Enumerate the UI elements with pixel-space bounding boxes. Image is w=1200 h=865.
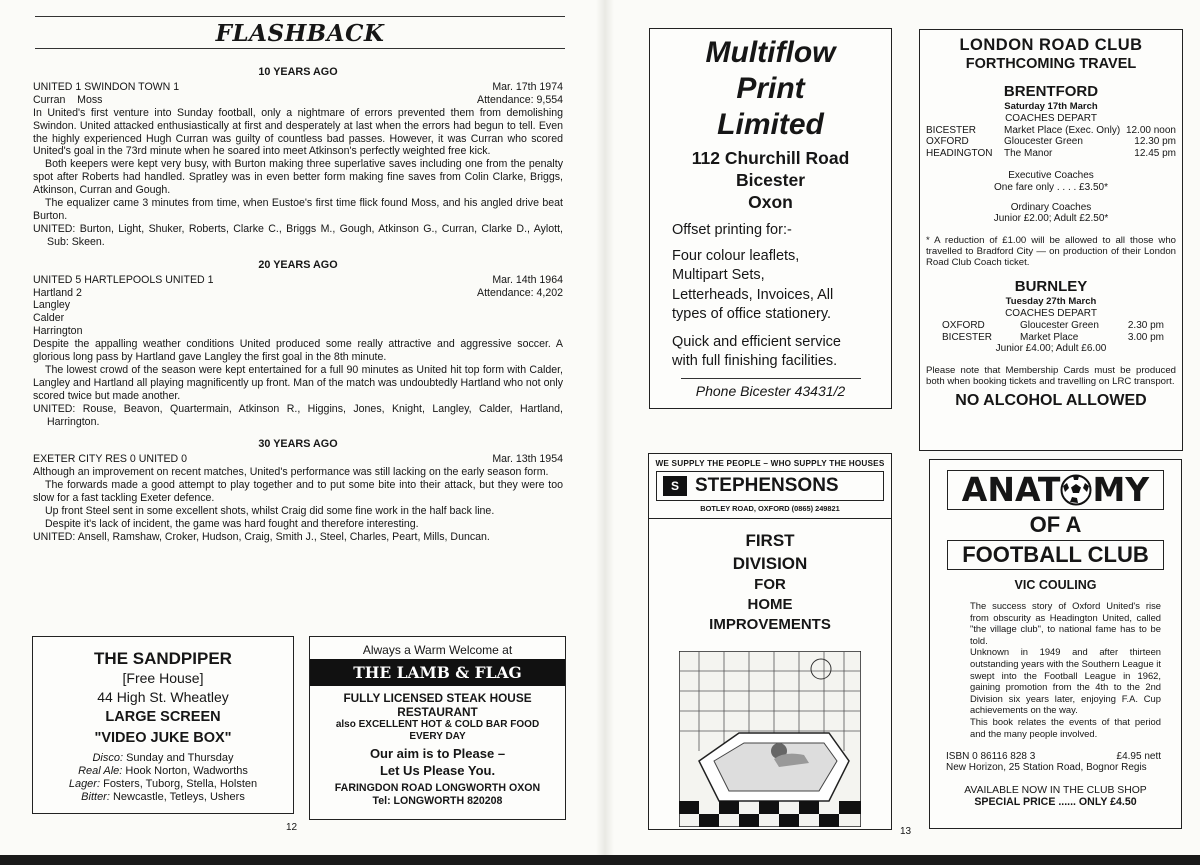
match-result: UNITED 5 HARTLEPOOLS UNITED 1: [33, 273, 214, 286]
book-isbn-row: [930, 739, 1181, 762]
special-price: SPECIAL PRICE ...... ONLY £4.50: [974, 796, 1137, 809]
book-author: VIC COULING: [1014, 578, 1097, 592]
paragraph: Despite it's lack of incident, the game was hard fought and therefore interesting.: [45, 517, 419, 530]
membership-note: Please note that Membership Cards must be produced both when booking tickets and travelling on LRC transport.: [926, 365, 1176, 388]
lamb-slogan: Let Us Please You.: [379, 763, 496, 778]
departure-table: [926, 125, 1176, 160]
lamb-line: EVERY DAY: [409, 731, 466, 742]
multiflow-name: Multiflow Print Limited: [705, 36, 836, 141]
paragraph: Both keepers were kept very busy, with Burton making three superlative saves including one from the penalty spot after Roberts had handled. Spratley was in even better form making fine saves from Colin Clarke, Briggs, Atkinson, Curran and Gough.: [33, 158, 563, 197]
book-price: £4.95 nett: [1116, 751, 1161, 763]
scorer: Langley: [33, 299, 71, 312]
london-road-club-advert: [919, 29, 1183, 451]
sandpiper-advert: [32, 636, 294, 814]
lamb-line: FULLY LICENSED STEAK HOUSE: [343, 691, 532, 705]
lamb-address: FARINGDON ROAD LONGWORTH OXON: [334, 782, 541, 794]
departure-row: [926, 136, 1176, 148]
sandpiper-feature: LARGE SCREEN: [105, 709, 221, 725]
steph-headline: FIRST DIVISION: [732, 531, 808, 573]
steph-logo: [656, 471, 884, 501]
lamb-slogan: Our aim is to Please –: [369, 746, 506, 761]
fare: Junior £4.00; Adult £6.00: [995, 343, 1107, 355]
match-date: Mar. 17th 1974: [492, 80, 563, 93]
trip-date: Tuesday 27th March: [1005, 296, 1097, 308]
match-date: Mar. 14th 1964: [492, 273, 563, 286]
multiflow-address: 112 Churchill Road Bicester Oxon: [691, 148, 850, 212]
departure-town: HEADINGTON: [926, 148, 993, 160]
match-date: Mar. 13th 1954: [492, 453, 563, 466]
scorer-row: [33, 287, 563, 300]
destination: BRENTFORD: [1003, 83, 1099, 100]
no-alcohol-warning: NO ALCOHOL ALLOWED: [955, 392, 1147, 410]
departure-town: BICESTER: [942, 331, 993, 343]
multiflow-phone: Phone Bicester 43431/2: [695, 382, 846, 399]
departure-time: 3.00 pm: [1127, 331, 1164, 343]
section-heading: 20 YEARS AGO: [258, 258, 338, 271]
lamb-line: also EXCELLENT HOT & COLD BAR FOOD: [335, 719, 540, 730]
book-isbn: ISBN 0 86116 828 3: [946, 751, 1036, 763]
match-result: UNITED 1 SWINDON TOWN 1: [33, 80, 180, 93]
departure-row: [942, 320, 1164, 332]
book-blurb: The success story of Oxford United's rise from obscurity as Headington United, called "the village club", to national fame has to be told. Unknown in 1949 and after thirteen outstanding years with the Southern League it swept into the Football League in 1962, gaining promotion from the 4th to the 2nd Division six years later, enjoying F.A. Cup achievements on the way. This book relates the events of that period and the many people involved.: [970, 600, 1161, 739]
match-row: [33, 81, 563, 94]
departure-place: Market Place (Exec. Only): [1004, 124, 1121, 136]
paragraph: Although an improvement on recent matches, United's performance was still lacking on the early season form.: [33, 466, 549, 479]
sandpiper-address: 44 High St. Wheatley: [97, 689, 229, 705]
departure-place: Gloucester Green: [1004, 136, 1083, 148]
departure-town: OXFORD: [926, 136, 969, 148]
team-line: UNITED: Ansell, Ramshaw, Croker, Hudson, Craig, Smith J., Steel, Charles, Peart, Mills, Duncan.: [33, 530, 490, 543]
departure-time: 2.30 pm: [1127, 319, 1164, 331]
departure-place: The Manor: [1004, 148, 1053, 160]
lamb-and-flag-advert: [309, 636, 566, 820]
departure-time: 12.00 noon: [1125, 124, 1176, 136]
trip-date: Saturday 17th March: [1004, 101, 1098, 112]
stephensons-advert: [648, 453, 892, 830]
bathroom-illustration: [679, 651, 861, 827]
match-result: EXETER CITY RES 0 UNITED 0: [33, 453, 188, 466]
steph-name: STEPHENSONS: [695, 475, 839, 496]
paragraph: In United's first venture into Sunday football, only a nightmare of errors prevented them from demolishing Swindon. United attacked enthusiastically at first and desperately at last when the errors had begun to tell. Even the highly experienced Hugh Curran was guilty of countless bad passes. However, it was Curran who scored United's goal in the 73rd minute when he soared into meet Atkinson's perfectly weighted free kick.: [33, 106, 563, 158]
sandpiper-feature: "VIDEO JUKE BOX": [94, 730, 232, 746]
football-icon: [1060, 474, 1092, 506]
fare: Junior £2.00; Adult £2.50*: [993, 213, 1109, 225]
page-spine: [596, 0, 614, 865]
top-rule: [35, 16, 565, 17]
scorer: Hartland 2: [33, 286, 82, 299]
anatomy-book-advert: [929, 459, 1182, 829]
departure-place: Gloucester Green: [1020, 319, 1099, 331]
section-heading: 30 YEARS AGO: [258, 438, 338, 451]
flashback-title: FLASHBACK: [215, 20, 385, 47]
attendance: Attendance: 4,202: [477, 286, 563, 299]
paragraph: The equalizer came 3 minutes from time, when Eustoe's first time flick found Moss, and his angled drive beat Burton.: [33, 197, 563, 222]
steph-address: BOTLEY ROAD, OXFORD (0865) 249821: [700, 504, 840, 513]
coaches-depart: COACHES DEPART: [1005, 307, 1097, 319]
paragraph: The forwards made a good attempt to play together and to put some bite into their attack, but they were too slow for a fast tackling Exeter defence.: [33, 479, 563, 505]
fare-heading: Executive Coaches: [1008, 169, 1094, 181]
steph-logo-mark: S: [663, 476, 687, 496]
departure-row: [942, 332, 1164, 344]
multiflow-services: Offset printing for:- Four colour leaflets, Multipart Sets, Letterheads, Invoices, All types of office stationery. Quick and efficient service with full finishing facilities.: [672, 222, 841, 369]
team-line: UNITED: Rouse, Beavon, Quartermain, Atkinson R., Higgins, Jones, Knight, Langley, Calder, Hartland, Harrington.: [33, 402, 563, 428]
destination: BURNLEY: [1014, 278, 1088, 296]
fare: One fare only . . . . £3.50*: [994, 181, 1108, 193]
flashback-article: [33, 66, 563, 544]
page-number: 13: [900, 826, 912, 837]
book-publisher: New Horizon, 25 Station Road, Bognor Regis: [946, 762, 1147, 774]
club-title: LONDON ROAD CLUB: [959, 36, 1143, 54]
team-line: UNITED: Burton, Light, Shuker, Roberts, Clarke C., Briggs M., Gough, Atkinson G., Curran, Clarke D., Aylott, Sub: Skeen.: [33, 222, 563, 248]
book-title-line3: FOOTBALL CLUB: [947, 540, 1164, 570]
availability: AVAILABLE NOW IN THE CLUB SHOP: [964, 785, 1147, 797]
scorers: Curran Moss: [33, 93, 103, 106]
departure-town: BICESTER: [926, 124, 977, 136]
sandpiper-type: [Free House]: [122, 670, 204, 686]
departure-row: [926, 125, 1176, 137]
section-heading: 10 YEARS AGO: [258, 66, 338, 78]
reduction-note: * A reduction of £1.00 will be allowed to all those who travelled to Bradford City — on production of their London Road Club Coach ticket.: [926, 235, 1176, 269]
scan-edge: [0, 855, 1200, 865]
paragraph: The lowest crowd of the season were kept entertained for a full 90 minutes as United hit top form with Calder, Langley and Hartland all playing magnificently up front. Man of the match was undoubtedly Hartland who not only scored twice but made another.: [33, 363, 564, 402]
attendance: Attendance: 9,554: [477, 93, 563, 106]
title-rule: [35, 48, 565, 49]
match-row: [33, 274, 563, 287]
sandpiper-detail: Real Ale: Hook Norton, Wadworths: [78, 765, 248, 777]
scorer-row: [33, 94, 563, 107]
departure-town: OXFORD: [942, 319, 985, 331]
divider: [681, 378, 861, 379]
paragraph: Despite the appalling weather conditions United produced some really attractive and aggressive soccer. A glorious long pass by Hartland gave Langley the first goal in the 8th minute.: [33, 338, 563, 364]
book-title-line1: ANAT MY: [947, 470, 1164, 510]
travel-title: FORTHCOMING TRAVEL: [965, 56, 1137, 72]
lamb-line: RESTAURANT: [397, 705, 478, 719]
sandpiper-name: THE SANDPIPER: [94, 649, 232, 668]
steph-headline: FOR HOME IMPROVEMENTS: [709, 576, 831, 633]
sandpiper-detail: Bitter: Newcastle, Tetleys, Ushers: [81, 791, 245, 803]
multiflow-advert: [649, 28, 892, 409]
departure-table: [926, 320, 1176, 344]
departure-place: Market Place: [1020, 331, 1079, 343]
book-title-line2: OF A: [1029, 512, 1082, 537]
steph-tagline: WE SUPPLY THE PEOPLE – WHO SUPPLY THE HOUSES: [655, 459, 885, 468]
sandpiper-detail: Lager: Fosters, Tuborg, Stella, Holsten: [68, 778, 258, 790]
scorer: Calder: [33, 312, 65, 325]
coaches-depart: COACHES DEPART: [1005, 112, 1097, 124]
divider: [649, 518, 891, 519]
lamb-phone: Tel: LONGWORTH 820208: [372, 795, 503, 807]
paragraph: Up front Steel sent in some excellent shots, whilst Craig did some fine work in the half back line.: [45, 505, 495, 517]
lamb-banner: THE LAMB & FLAG: [310, 659, 565, 686]
departure-time: 12.45 pm: [1134, 148, 1176, 160]
sandpiper-detail: Disco: Sunday and Thursday: [92, 752, 234, 764]
lamb-welcome: Always a Warm Welcome at: [362, 643, 513, 657]
departure-time: 12.30 pm: [1134, 136, 1176, 148]
page-number: 12: [286, 822, 298, 833]
match-row: [33, 453, 563, 466]
fare-heading: Ordinary Coaches: [1010, 201, 1092, 213]
scorer: Harrington: [33, 325, 83, 338]
departure-row: [926, 148, 1176, 160]
